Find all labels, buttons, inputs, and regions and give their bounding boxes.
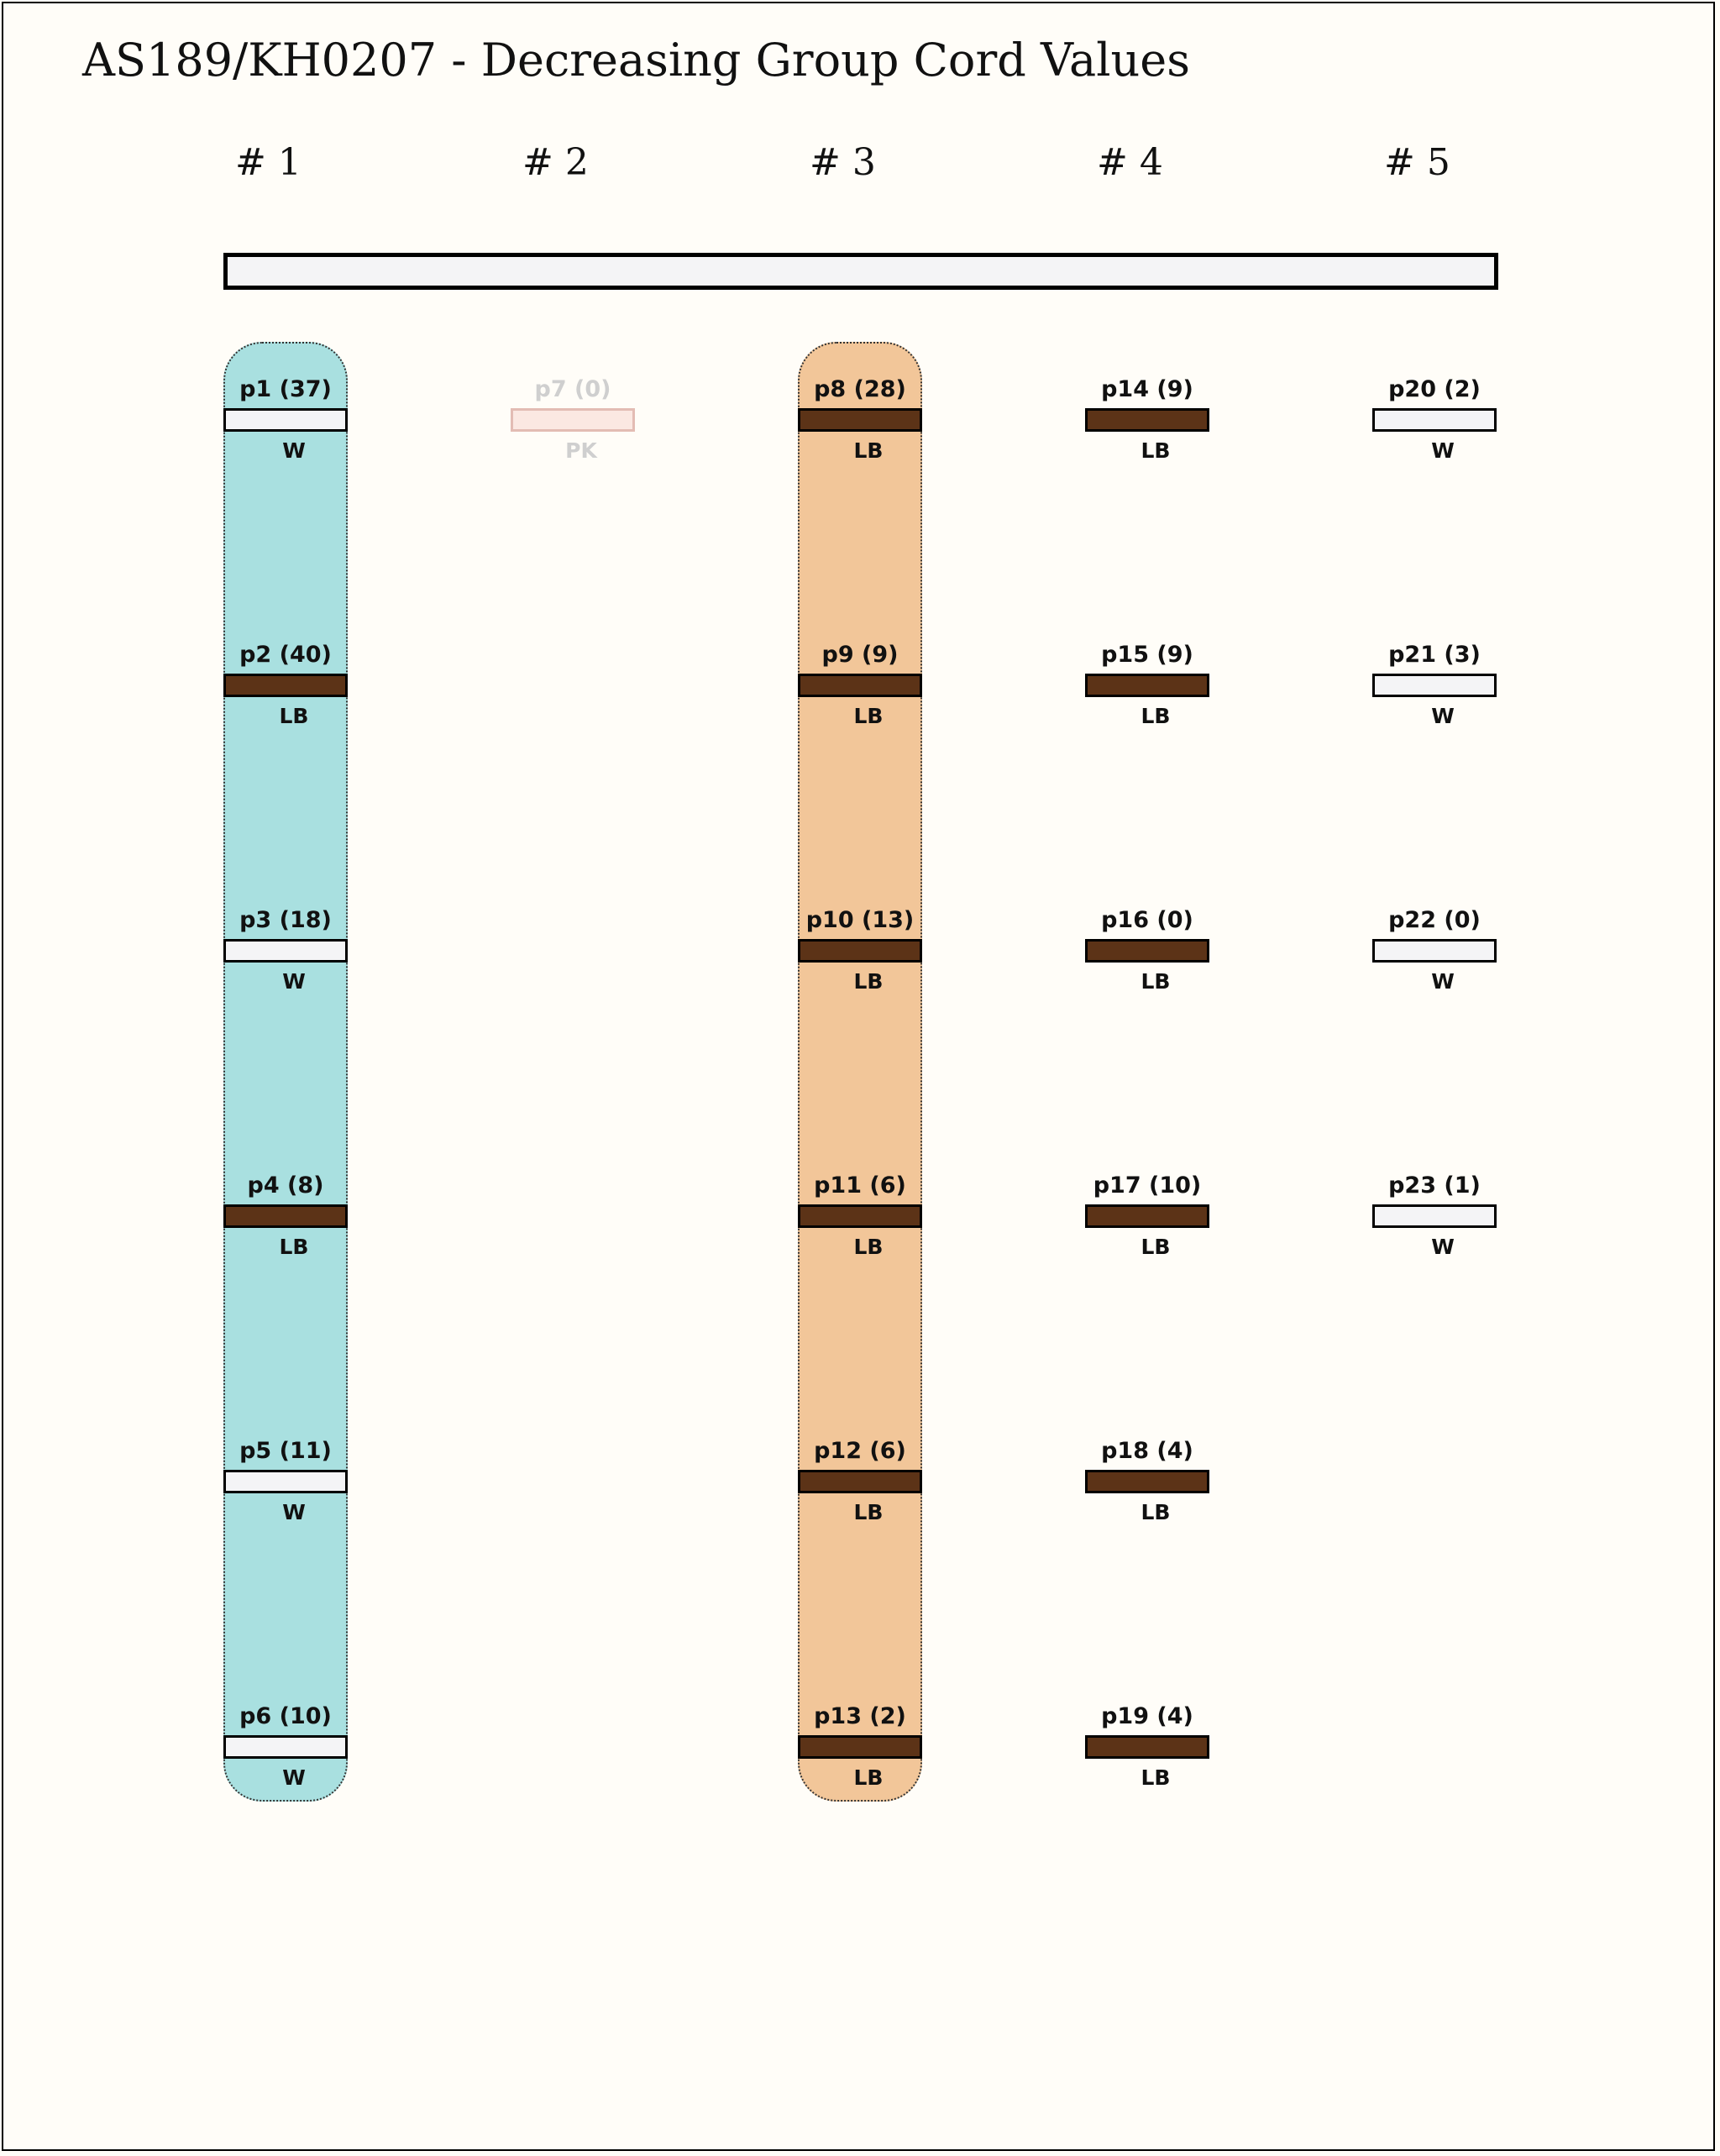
cord-color-swatch: [1372, 674, 1497, 697]
cord-color-swatch: [223, 1470, 348, 1493]
cord-color-swatch: [798, 674, 922, 697]
cord-color-code: LB: [1141, 1500, 1171, 1524]
cord-color-swatch: [1372, 408, 1497, 432]
group-band-1: [223, 342, 348, 1802]
cord-color-code: W: [1431, 969, 1455, 994]
group-label-4: # 4: [1097, 141, 1163, 184]
cord-label: p8 (28): [814, 376, 906, 402]
cord-label: p23 (1): [1388, 1172, 1481, 1199]
cord-label: p15 (9): [1101, 642, 1193, 668]
cord-color-swatch: [1085, 408, 1209, 432]
cord-color-swatch: [1085, 939, 1209, 963]
cord-color-code: LB: [1141, 438, 1171, 463]
cord-label: p7 (0): [534, 376, 611, 402]
cord-label: p17 (10): [1093, 1172, 1202, 1199]
group-band-3: [798, 342, 922, 1802]
cord-label: p12 (6): [814, 1438, 906, 1464]
cord-label: p10 (13): [805, 907, 915, 933]
cord-label: p18 (4): [1101, 1438, 1193, 1464]
cord-label: p11 (6): [814, 1172, 906, 1199]
cord-color-swatch: [1372, 939, 1497, 963]
cord-label: p1 (37): [239, 376, 332, 402]
cord-color-swatch: [1085, 1204, 1209, 1228]
cord-label: p9 (9): [821, 642, 899, 668]
cord-color-code: W: [282, 1765, 306, 1790]
cord-color-code: LB: [279, 704, 309, 728]
cord-color-code: LB: [853, 1765, 884, 1790]
primary-cord: [223, 253, 1498, 290]
cord-color-swatch: [798, 1204, 922, 1228]
cord-color-code: W: [1431, 438, 1455, 463]
cord-color-code: W: [282, 1500, 306, 1524]
cord-color-swatch: [223, 674, 348, 697]
cord-color-swatch: [511, 408, 635, 432]
cord-label: p19 (4): [1101, 1703, 1193, 1729]
group-label-2: # 2: [522, 141, 589, 184]
cord-label: p2 (40): [239, 642, 332, 668]
cord-color-code: W: [282, 438, 306, 463]
cord-color-swatch: [1085, 1735, 1209, 1759]
cord-color-swatch: [223, 1204, 348, 1228]
cord-color-code: LB: [1141, 1235, 1171, 1259]
cord-color-swatch: [1085, 674, 1209, 697]
cord-label: p13 (2): [814, 1703, 906, 1729]
group-label-5: # 5: [1384, 141, 1450, 184]
cord-color-code: W: [282, 969, 306, 994]
cord-label: p3 (18): [239, 907, 332, 933]
cord-label: p5 (11): [239, 1438, 332, 1464]
cord-color-swatch: [1372, 1204, 1497, 1228]
cord-color-code: LB: [853, 969, 884, 994]
cord-label: p16 (0): [1101, 907, 1193, 933]
cord-color-code: LB: [853, 704, 884, 728]
cord-color-swatch: [223, 1735, 348, 1759]
cord-label: p4 (8): [247, 1172, 324, 1199]
cord-label: p20 (2): [1388, 376, 1481, 402]
cord-color-swatch: [1085, 1470, 1209, 1493]
cord-color-code: LB: [853, 438, 884, 463]
cord-color-swatch: [798, 1470, 922, 1493]
cord-color-code: LB: [1141, 1765, 1171, 1790]
cord-color-swatch: [223, 939, 348, 963]
cord-color-code: LB: [853, 1500, 884, 1524]
cord-label: p14 (9): [1101, 376, 1193, 402]
cord-color-swatch: [798, 1735, 922, 1759]
cord-label: p6 (10): [239, 1703, 332, 1729]
group-label-1: # 1: [235, 141, 302, 184]
cord-color-swatch: [223, 408, 348, 432]
page-title: AS189/KH0207 - Decreasing Group Cord Values: [82, 34, 1190, 87]
cord-color-code: LB: [1141, 704, 1171, 728]
cord-color-code: W: [1431, 704, 1455, 728]
cord-color-code: LB: [1141, 969, 1171, 994]
cord-color-code: LB: [853, 1235, 884, 1259]
cord-color-code: PK: [565, 438, 597, 463]
group-label-3: # 3: [810, 141, 876, 184]
cord-color-code: W: [1431, 1235, 1455, 1259]
cord-color-swatch: [798, 939, 922, 963]
cord-label: p21 (3): [1388, 642, 1481, 668]
cord-color-code: LB: [279, 1235, 309, 1259]
cord-color-swatch: [798, 408, 922, 432]
cord-label: p22 (0): [1388, 907, 1481, 933]
